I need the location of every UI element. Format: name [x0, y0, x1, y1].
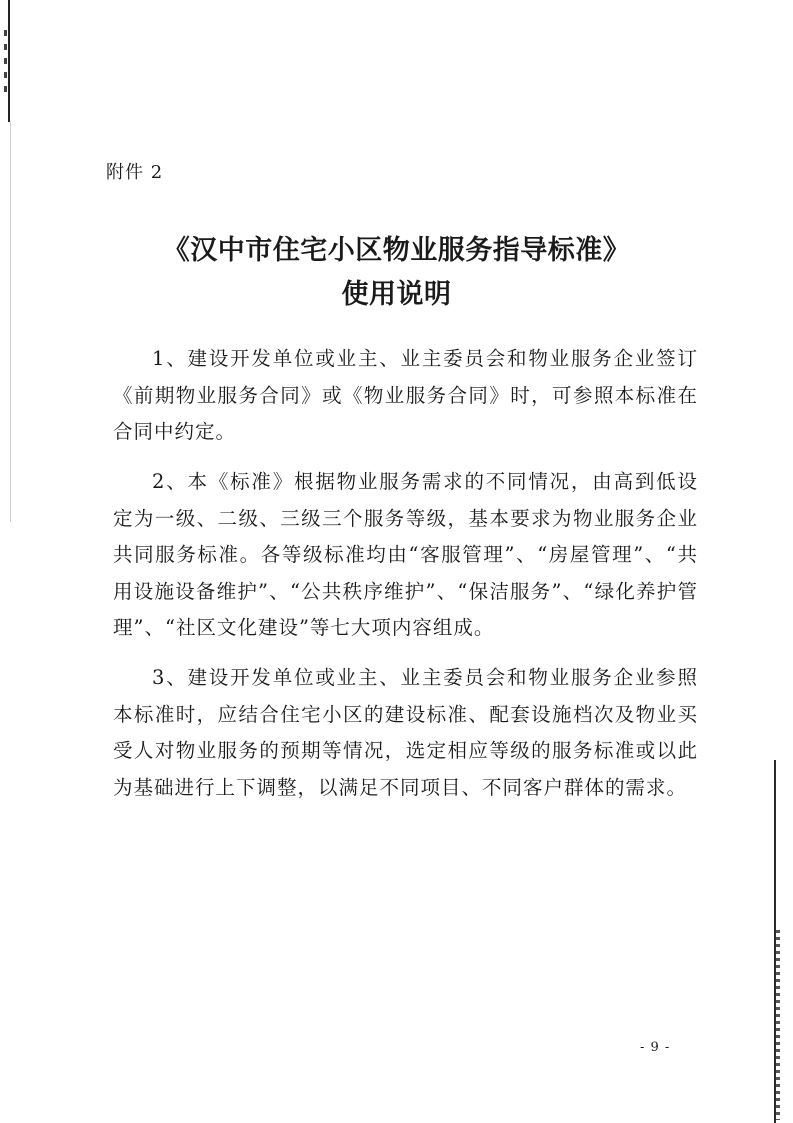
- paragraph-1: 1、建设开发单位或业主、业主委员会和物业服务企业签订《前期物业服务合同》或《物业服务合同》时，可参照本标准在合同中约定。: [113, 347, 698, 444]
- paragraph-2: 2、本《标准》根据物业服务需求的不同情况，由高到低设定为一级、二级、三级三个服务等级，基本要求为物业服务企业共同服务标准。各等级标准均由“客服管理”、“房屋管理”、“共用设施设备维护”、“公共秩序维护”、“保洁服务”、“绿化养护管理”、“社区文化建设”等七大项内容组成。: [113, 470, 698, 640]
- document-title: 《汉中市住宅小区物业服务指导标准》: [162, 235, 631, 266]
- page-number: - 9 -: [640, 1040, 671, 1055]
- document-subtitle: 使用说明: [341, 279, 452, 310]
- attachment-label: 附件 2: [106, 162, 164, 183]
- scan-edge-mark: [8, 0, 10, 122]
- scan-edge-mark: [10, 122, 11, 522]
- scan-edge-mark: [4, 30, 7, 100]
- scan-edge-mark: [776, 930, 780, 1120]
- paragraph-3: 3、建设开发单位或业主、业主委员会和物业服务企业参照本标准时，应结合住宅小区的建设标准、配套设施档次及物业买受人对物业服务的预期等情况，选定相应等级的服务标准或以此为基础进行上下调整，以满足不同项目、不同客户群体的需求。: [113, 666, 698, 799]
